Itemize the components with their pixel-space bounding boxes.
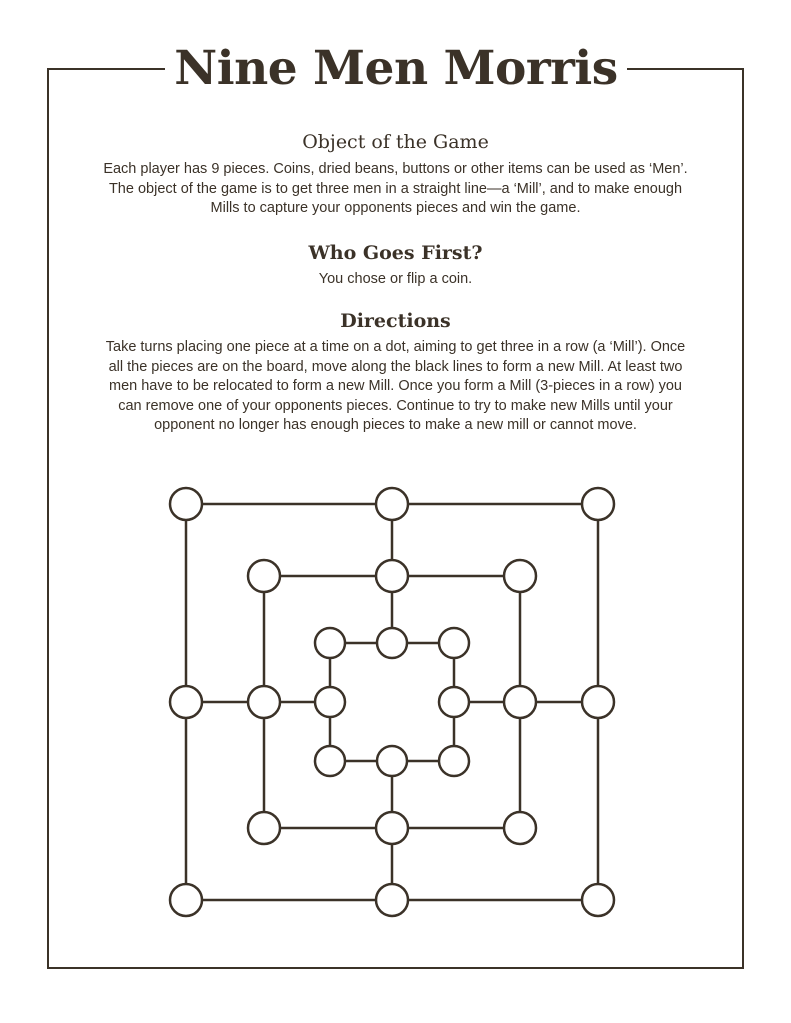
board-point-ring1-1[interactable] (170, 488, 202, 520)
board-point-ring3-1[interactable] (315, 628, 345, 658)
board-point-ring2-4[interactable] (504, 686, 536, 718)
board-point-ring2-5[interactable] (504, 812, 536, 844)
directions-heading: Directions (340, 310, 451, 332)
board-point-ring2-1[interactable] (248, 560, 280, 592)
page-title: Nine Men Morris (165, 34, 627, 104)
board-point-ring1-6[interactable] (376, 884, 408, 916)
board-point-ring1-4[interactable] (582, 686, 614, 718)
board-point-ring3-4[interactable] (439, 687, 469, 717)
board-point-ring2-2[interactable] (376, 560, 408, 592)
board-point-ring1-3[interactable] (582, 488, 614, 520)
board-point-ring1-8[interactable] (170, 686, 202, 718)
board-ring-3 (330, 643, 454, 761)
board-point-ring3-3[interactable] (439, 628, 469, 658)
board-point-ring3-5[interactable] (439, 746, 469, 776)
board-point-ring3-8[interactable] (315, 687, 345, 717)
board-point-ring3-2[interactable] (377, 628, 407, 658)
board-point-ring3-7[interactable] (315, 746, 345, 776)
board-point-ring1-5[interactable] (582, 884, 614, 916)
board-point-ring2-3[interactable] (504, 560, 536, 592)
board-point-ring2-8[interactable] (248, 686, 280, 718)
object-text: Each player has 9 pieces. Coins, dried beans, buttons or other items can be used as ‘Men’. The object of the game is to get three men in a straight line—a ‘Mill’, and to make enough Mills to capture your opponents pieces and win the game. (103, 161, 688, 216)
board-point-ring2-6[interactable] (376, 812, 408, 844)
directions-text: Take turns placing one piece at a time on a dot, aiming to get three in a row (a ‘Mill’). Once all the pieces are on the board, move along the black lines to form a new Mill. At least two men have to be relocated to form a new Mill. Once you form a Mill (3-pieces in a row) you can remove one of your opponents pieces. Continue to try to make new Mills until your opponent no longer has enough pieces to make a new mill or cannot move. (105, 339, 686, 433)
object-heading: Object of the Game (302, 131, 489, 153)
board-point-ring3-6[interactable] (377, 746, 407, 776)
board-point-ring1-7[interactable] (170, 884, 202, 916)
board-point-ring1-2[interactable] (376, 488, 408, 520)
who-goes-first-text: You chose or flip a coin. (318, 271, 473, 287)
board-point-ring2-7[interactable] (248, 812, 280, 844)
who-goes-first-heading: Who Goes First? (308, 242, 483, 264)
